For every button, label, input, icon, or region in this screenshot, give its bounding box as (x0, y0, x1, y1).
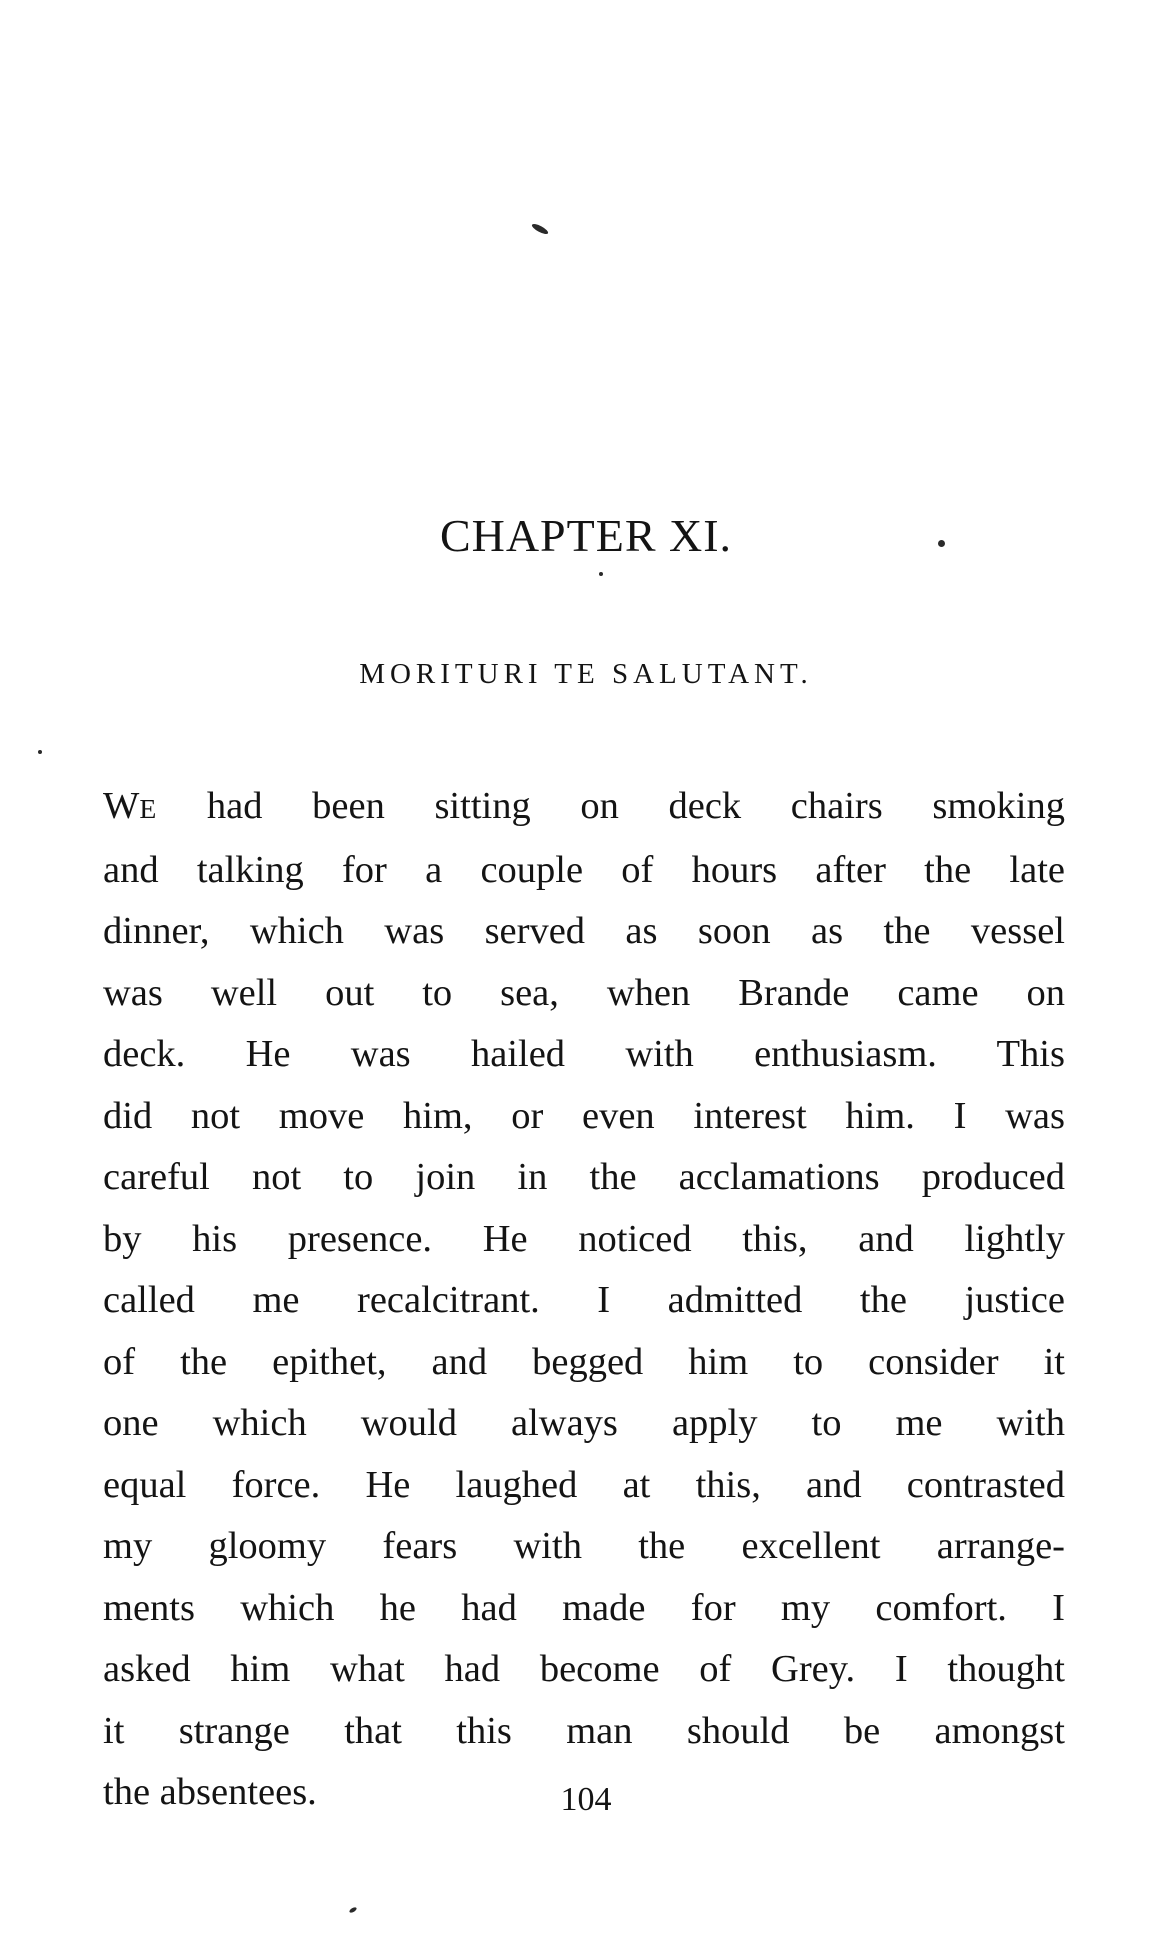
body-line: did not move him, or even interest him. I was (103, 1094, 1065, 1137)
body-line: equal force. He laughed at this, and contrasted (103, 1463, 1065, 1506)
body-line-last: the absentees. (103, 1771, 317, 1813)
body-line: one which would always apply to me with (103, 1402, 1065, 1444)
body-line: asked him what had become of Grey. I thought (103, 1648, 1065, 1690)
scan-speck-center (599, 572, 603, 576)
body-line: and talking for a couple of hours after the late (103, 848, 1065, 891)
body-line-text: had been sitting on deck chairs smoking (157, 785, 1065, 827)
scan-speck-top (531, 222, 550, 236)
chapter-subtitle: MORITURI TE SALUTANT. (359, 658, 813, 690)
body-line: dinner, which was served as soon as the vessel (103, 910, 1065, 952)
chapter-body-paragraph (103, 776, 1065, 1824)
body-line: deck. He was hailed with enthusiasm. This (103, 1033, 1065, 1075)
scan-speck-bottom (349, 1906, 358, 1913)
chapter-title: CHAPTER XI. (439, 510, 733, 561)
body-line: of the epithet, and begged him to consider it (103, 1340, 1065, 1383)
body-line (103, 776, 1065, 840)
drop-word-smallcaps: E (139, 793, 158, 824)
body-line: by his presence. He noticed this, and lightly (103, 1217, 1065, 1260)
body-line: my gloomy fears with the excellent arrange- (103, 1525, 1065, 1567)
page-number: 104 (560, 1781, 612, 1818)
scan-speck-left (38, 750, 42, 754)
body-line: was well out to sea, when Brande came on (103, 971, 1065, 1014)
body-line: it strange that this man should be amongst (103, 1709, 1065, 1752)
body-line: ments which he had made for my comfort. I (103, 1586, 1065, 1629)
body-line: called me recalcitrant. I admitted the justice (103, 1279, 1065, 1321)
drop-word-initial: W (103, 785, 140, 827)
body-line: careful not to join in the acclamations produced (103, 1156, 1065, 1198)
